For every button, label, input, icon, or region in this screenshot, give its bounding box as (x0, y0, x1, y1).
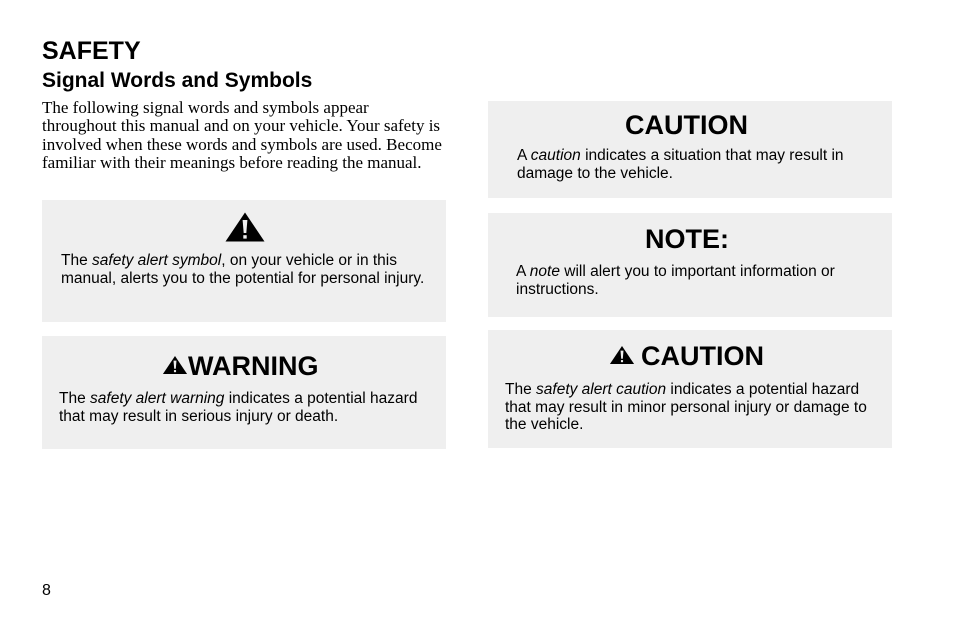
caution-box (488, 101, 892, 198)
text-prefix: The (61, 252, 93, 269)
warning-triangle-icon (224, 211, 266, 243)
page-subtitle: Signal Words and Symbols (42, 69, 313, 92)
warning-heading: WARNING (188, 351, 319, 381)
text-emphasis: caution (530, 147, 581, 164)
text-suffix: indicates a potential hazard that may result in serious injury or death. (59, 390, 418, 425)
text-suffix: will alert you to important information or instructions. (516, 263, 835, 298)
text-prefix: The (59, 390, 91, 407)
section-title: SAFETY (42, 37, 141, 65)
safety-symbol-text (61, 252, 431, 287)
text-prefix: The (505, 381, 537, 398)
caution-text (517, 147, 877, 182)
alert-caution-heading-row (609, 341, 764, 371)
text-emphasis: note (529, 263, 560, 280)
alert-caution-box (488, 330, 892, 448)
text-prefix: A (517, 147, 531, 164)
text-emphasis: safety alert symbol (92, 252, 222, 269)
note-heading: NOTE: (645, 224, 729, 254)
text-suffix: , on your vehicle or in this manual, alerts you to the potential for personal injury. (61, 252, 425, 287)
note-box (488, 213, 892, 317)
text-suffix: indicates a situation that may result in damage to the vehicle. (517, 147, 844, 182)
warning-box (42, 336, 446, 449)
warning-text (59, 390, 434, 425)
alert-caution-text (505, 381, 877, 434)
text-prefix: A (516, 263, 530, 280)
warning-heading-row (162, 351, 319, 381)
intro-paragraph: The following signal words and symbols appear throughout this manual and on your vehicle. Your safety is involved when these words and symbols are used. Become familiar with their meanings before reading the manual. (42, 98, 442, 172)
warning-triangle-icon (609, 344, 635, 366)
text-suffix: indicates a potential hazard that may result in minor personal injury or damage to the vehicle. (505, 381, 867, 433)
safety-symbol-box (42, 200, 446, 322)
warning-triangle-icon (162, 354, 188, 376)
caution-heading: CAUTION (625, 110, 748, 140)
alert-caution-heading: CAUTION (641, 341, 764, 371)
page-number: 8 (42, 582, 51, 599)
text-emphasis: safety alert warning (90, 390, 225, 407)
note-text (516, 263, 876, 298)
text-emphasis: safety alert caution (536, 381, 667, 398)
